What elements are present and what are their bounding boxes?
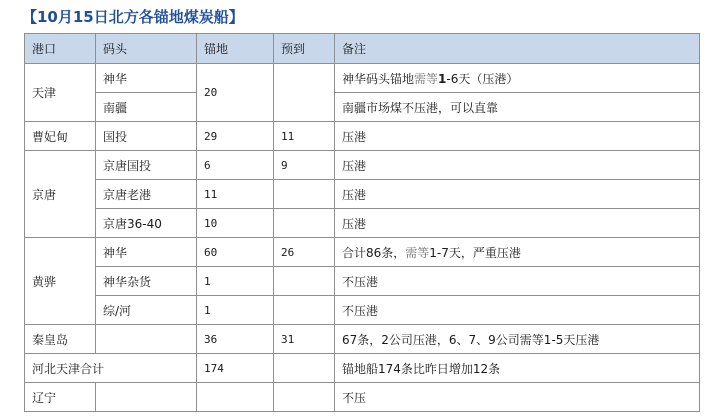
anchor-cell: 6 [197,151,274,180]
note-text: 神华码头锚地 [342,71,415,86]
note-cell: 南疆市场煤不压港，可以直靠 [335,93,700,122]
port-cell: 辽宁 [25,383,96,412]
port-cell: 河北天津合计 [25,354,197,383]
table-row [25,209,700,238]
table-row [25,64,700,93]
expected-cell: 31 [274,325,335,354]
header-note: 备注 [335,34,700,64]
header-expected: 预到 [274,34,335,64]
expected-cell [274,354,335,383]
note-bold: 1 [438,71,447,86]
table-row [25,354,700,383]
expected-cell [274,267,335,296]
coal-ship-table [24,33,700,412]
dock-cell: 综/河 [96,296,197,325]
note-text: -6天（压港） [446,71,519,86]
note-cell: 压港 [335,151,700,180]
note-cell [335,64,700,93]
expected-cell [274,180,335,209]
note-cell: 不压港 [335,296,700,325]
anchor-cell: 20 [197,64,274,122]
dock-cell: 神华 [96,238,197,267]
anchor-cell: 11 [197,180,274,209]
anchor-cell: 29 [197,122,274,151]
page-title: 【10月15日北方各锚地煤炭船】 [22,8,244,26]
expected-cell [274,64,335,122]
note-cell: 不压 [335,383,700,412]
note-cell: 压港 [335,209,700,238]
anchor-cell: 10 [197,209,274,238]
table-row [25,151,700,180]
expected-cell: 26 [274,238,335,267]
header-anchorage: 锚地 [197,34,274,64]
table-row [25,325,700,354]
dock-cell: 南疆 [96,93,197,122]
anchor-cell: 36 [197,325,274,354]
table-row [25,267,700,296]
header-port: 港口 [25,34,96,64]
dock-cell: 神华 [96,64,197,93]
table-row [25,238,700,267]
port-cell: 曹妃甸 [25,122,96,151]
table-row [25,122,700,151]
note-highlight: 需等 [405,245,430,260]
table-header-row [25,34,700,64]
dock-cell: 神华杂货 [96,267,197,296]
table-row [25,296,700,325]
header-dock: 码头 [96,34,197,64]
port-cell: 秦皇岛 [25,325,96,354]
note-cell [335,238,700,267]
table-row [25,93,700,122]
port-cell: 天津 [25,64,96,122]
anchor-cell: 1 [197,296,274,325]
expected-cell [274,209,335,238]
note-cell: 锚地船174条比昨日增加12条 [335,354,700,383]
table-row [25,383,700,412]
note-text: 合计86条， [342,245,406,260]
dock-cell [96,325,197,354]
note-cell: 不压港 [335,267,700,296]
anchor-cell: 60 [197,238,274,267]
note-cell: 67条，2公司压港，6、7、9公司需等1-5天压港 [335,325,700,354]
port-cell: 京唐 [25,151,96,238]
note-highlight: 需等 [414,71,439,86]
expected-cell [274,296,335,325]
expected-cell: 11 [274,122,335,151]
dock-cell: 京唐老港 [96,180,197,209]
dock-cell: 国投 [96,122,197,151]
anchor-cell: 1 [197,267,274,296]
table-row [25,180,700,209]
port-cell: 黄骅 [25,238,96,325]
note-text: 1-7天，严重压港 [429,245,521,260]
expected-cell: 9 [274,151,335,180]
dock-cell [96,383,197,412]
expected-cell [274,383,335,412]
anchor-cell: 174 [197,354,274,383]
note-cell: 压港 [335,122,700,151]
dock-cell: 京唐36-40 [96,209,197,238]
anchor-cell [197,383,274,412]
note-cell: 压港 [335,180,700,209]
dock-cell: 京唐国投 [96,151,197,180]
